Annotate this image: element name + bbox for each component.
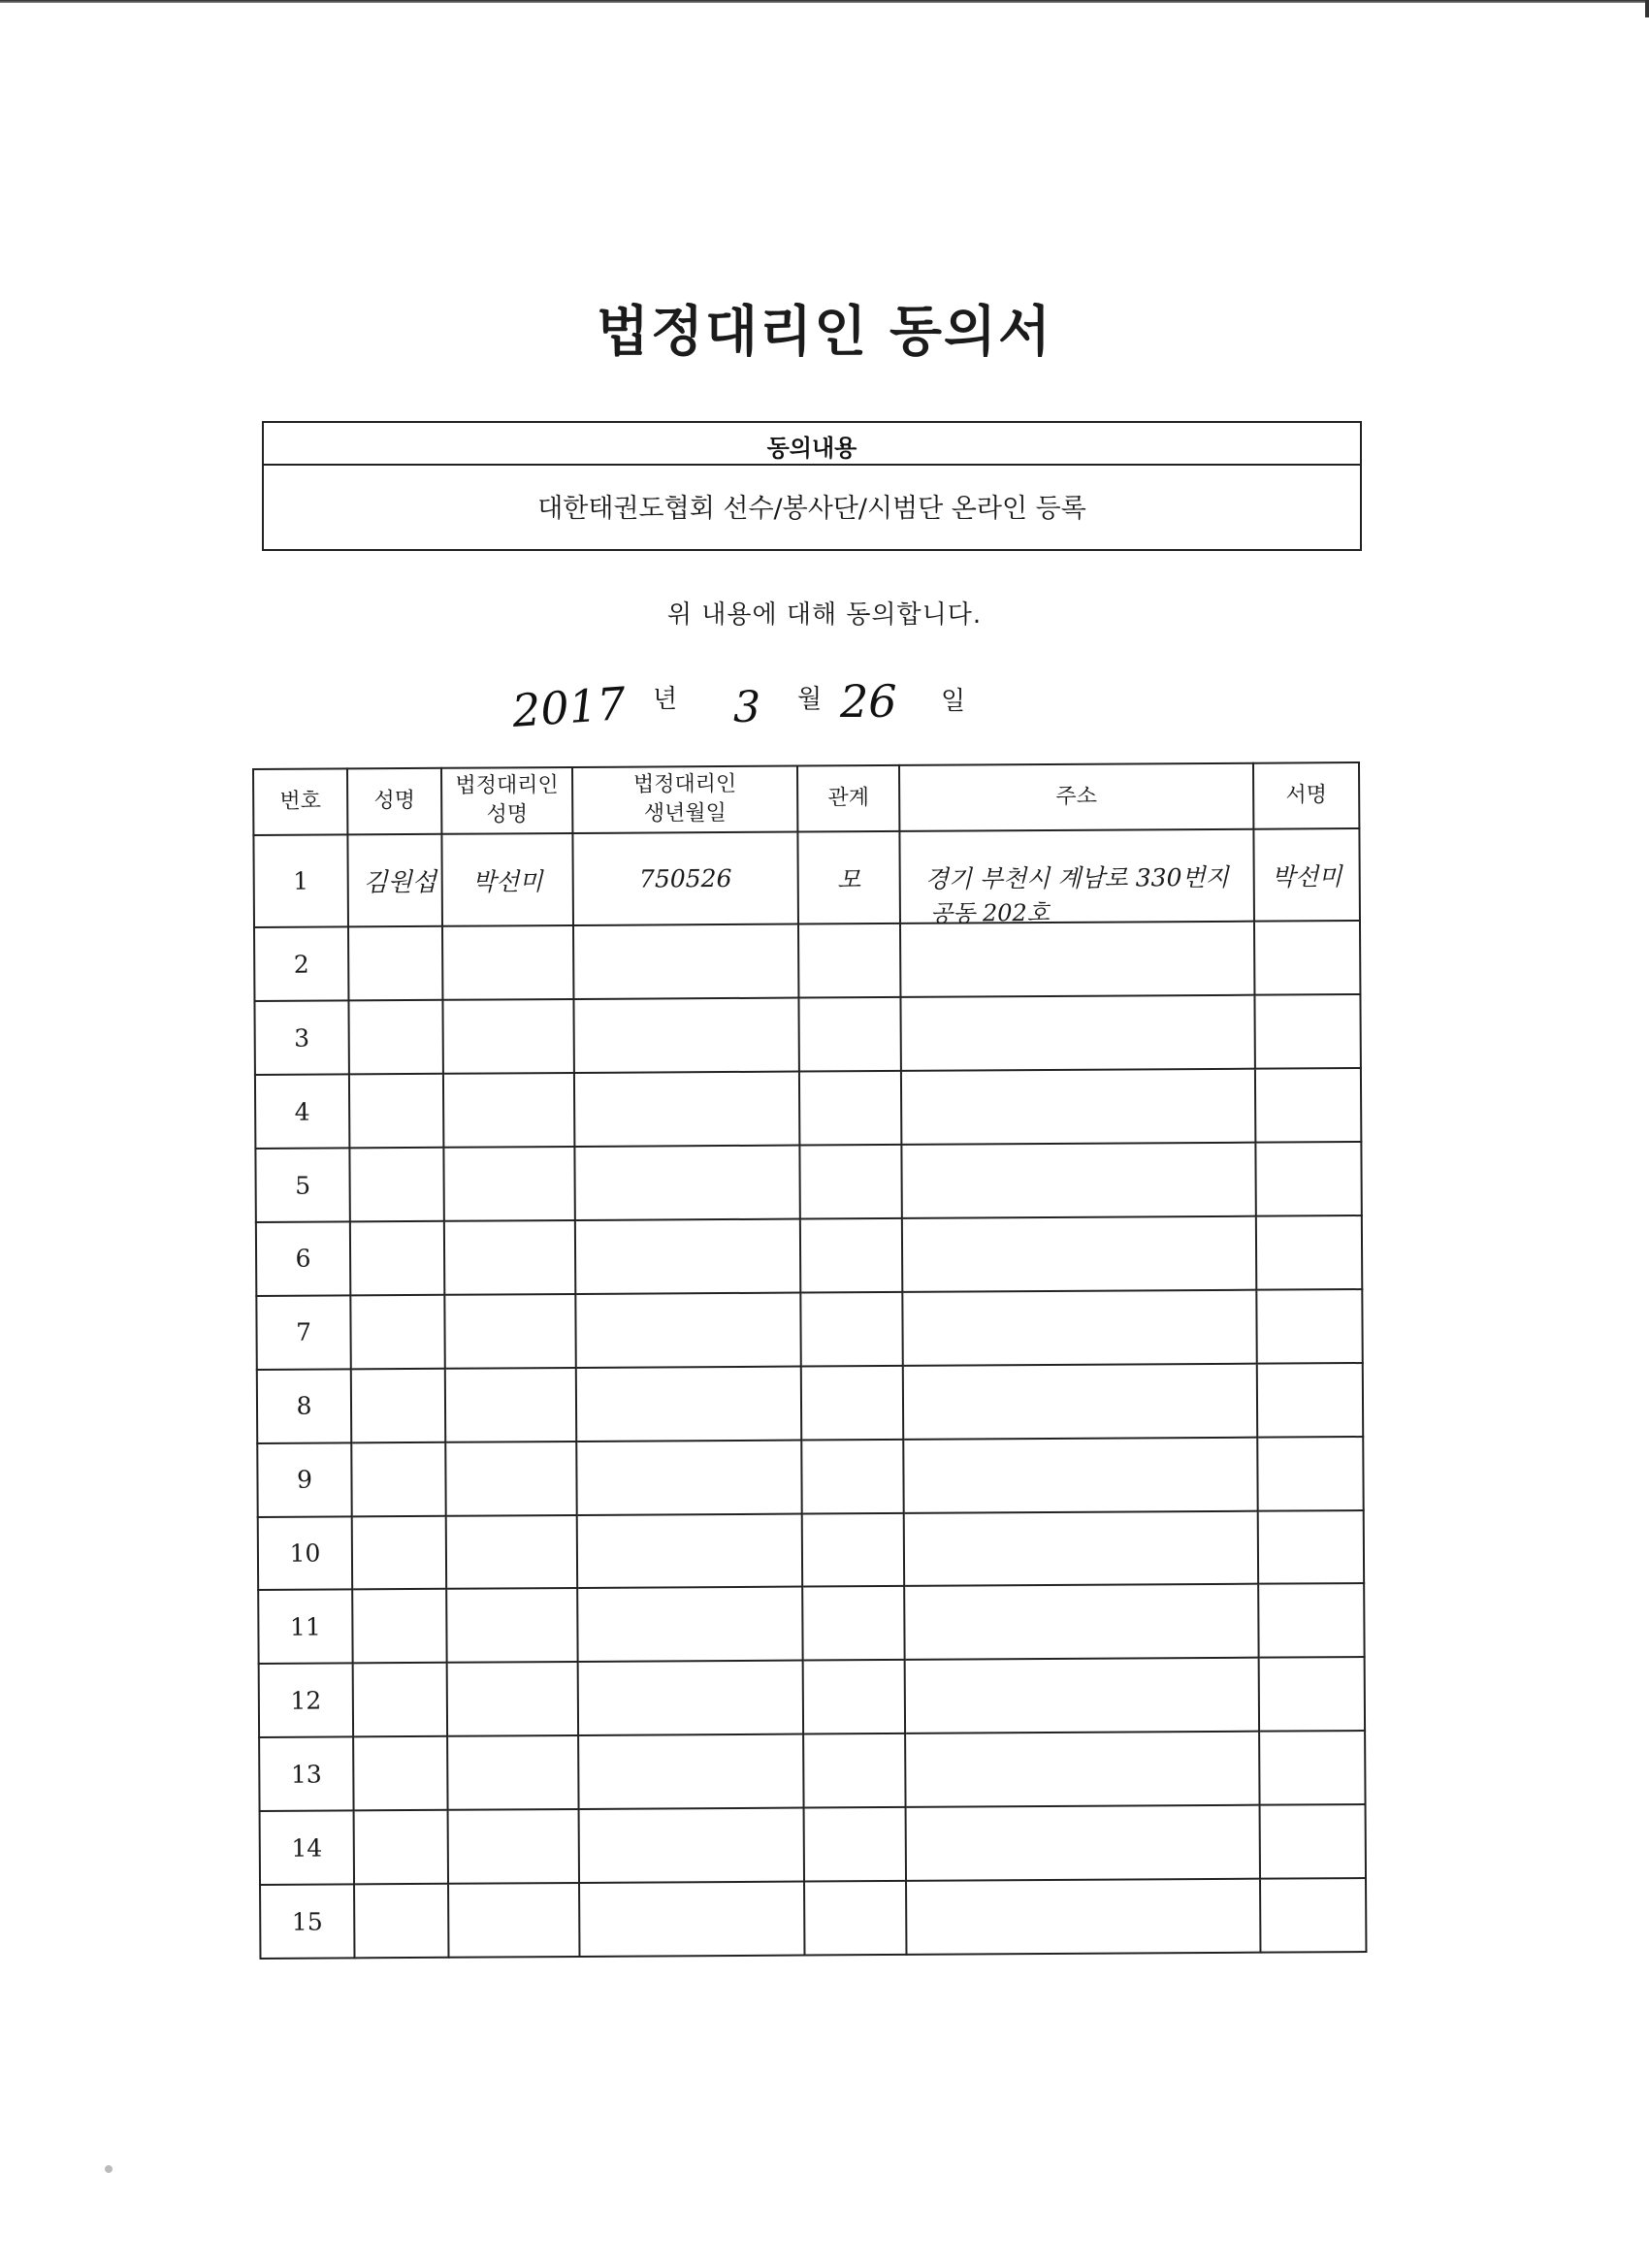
cell-name [351,1369,445,1442]
cell-signature [1260,1878,1366,1953]
table-row [259,1657,1365,1737]
cell-relation [803,1733,905,1808]
date-month-label: 월 [797,685,823,714]
table-row [254,921,1360,1001]
cell-relation [801,1366,903,1441]
cell-signature [1258,1583,1364,1658]
cell-address [900,995,1254,1071]
cell-no: 3 [254,1001,348,1075]
cell-no: 5 [255,1149,349,1222]
cell-guardian-name [444,1294,575,1369]
cell-relation [804,1881,906,1956]
cell-relation [799,1145,901,1219]
table-row [255,1142,1361,1222]
cell-guardian-name [446,1588,577,1663]
header-address: 주소 [899,763,1253,831]
cell-signature [1254,921,1360,995]
header-name: 성명 [347,768,441,835]
cell-signature [1256,1289,1362,1364]
cell-guardian-birth [575,1219,800,1294]
consent-box-header: 동의내용 [264,423,1360,466]
cell-relation [798,997,900,1072]
cell-signature [1256,1215,1362,1290]
table-row [260,1804,1366,1885]
cell-no: 6 [256,1221,350,1295]
cell-guardian-name [447,1662,578,1736]
cell-no: 1 [253,834,348,927]
cell-guardian-birth [578,1734,803,1809]
cell-no: 4 [255,1075,349,1149]
scan-speck [105,2165,113,2173]
cell-guardian-birth [573,998,798,1073]
cell-name [349,1148,443,1221]
cell-relation [802,1513,904,1588]
cell-guardian-name [443,1073,574,1148]
header-signature: 서명 [1253,762,1359,829]
cell-address [900,922,1254,997]
cell-relation [802,1586,904,1661]
cell-guardian-name [447,1735,578,1810]
cell-name [350,1295,444,1369]
cell-guardian-name [448,1883,579,1958]
cell-guardian-birth [575,1292,800,1367]
header-guardian-birth [572,766,797,833]
table-row [254,994,1360,1075]
cell-name [353,1663,447,1736]
cell-signature [1259,1657,1365,1732]
consent-box-content: 대한태권도협회 선수/봉사단/시범단 온라인 등록 [537,494,1086,524]
cell-address [902,1290,1256,1366]
cell-address [905,1658,1259,1733]
table-row [258,1583,1364,1664]
cell-no: 12 [259,1664,353,1737]
cell-signature [1255,1068,1361,1143]
cell-address [901,1143,1255,1218]
cell-guardian-birth [573,924,798,999]
cell-signature [1259,1731,1365,1805]
cell-guardian-birth [576,1366,801,1441]
cell-no: 8 [257,1369,351,1442]
table-row [257,1437,1363,1517]
cell-name [351,1442,445,1515]
cell-no: 14 [260,1811,354,1885]
cell-name [352,1515,446,1589]
table-row [258,1510,1364,1591]
cell-signature [1257,1437,1363,1511]
date-year-handwritten: 2017 [510,676,628,738]
cell-signature [1260,1804,1366,1879]
cell-guardian-birth [574,1072,799,1147]
cell-address [901,1069,1255,1145]
cell-guardian-name [443,1147,574,1221]
cell-guardian-name: 박선미 [441,833,573,926]
cell-address [902,1216,1256,1292]
cell-guardian-birth [579,1808,804,1883]
cell-relation [804,1807,906,1882]
table-row [256,1289,1362,1370]
cell-guardian-name [445,1442,576,1516]
cell-guardian-birth [577,1587,802,1662]
table-row [253,828,1360,927]
cell-no: 7 [256,1295,350,1369]
document-title: 법정대리인 동의서 [596,301,1053,364]
cell-address-line2: 공동 202호 [929,898,1051,927]
scan-edge-mark [1645,0,1649,17]
date-line [0,669,1649,737]
cell-name: 김원섭 [347,834,442,927]
header-relation: 관계 [797,765,899,832]
table-row [260,1878,1366,1959]
cell-signature [1258,1510,1364,1585]
cell-address [899,829,1254,927]
cell-guardian-name [442,925,573,1000]
cell-name [352,1589,446,1663]
cell-name [348,926,442,1000]
cell-no: 15 [260,1884,354,1959]
cell-relation [799,1071,901,1146]
cell-guardian-birth [574,1146,799,1220]
cell-guardian-name [444,1220,575,1295]
cell-address [903,1363,1257,1439]
cell-address [906,1805,1260,1881]
header-guardian-name-line1: 법정대리인 [455,773,559,798]
cell-guardian-birth [578,1661,803,1735]
cell-name [350,1221,444,1295]
cell-relation [801,1440,903,1514]
cell-name [354,1884,448,1959]
header-guardian-birth-line2: 생년월일 [643,801,727,826]
cell-guardian-birth [577,1513,802,1588]
cell-guardian-birth [576,1440,801,1514]
cell-name [354,1810,448,1884]
cell-signature [1254,994,1360,1069]
date-day-label: 일 [941,687,966,716]
date-month-handwritten: 3 [733,683,760,732]
cell-relation [798,923,900,998]
table-header-row [253,762,1359,835]
date-year-label: 년 [653,685,678,714]
cell-no: 2 [254,927,348,1001]
cell-no: 11 [258,1590,352,1664]
cell-guardian-name [445,1368,576,1442]
cell-guardian-name [448,1809,579,1884]
consent-box [262,421,1362,551]
cell-guardian-birth [579,1882,804,1957]
cell-relation [800,1218,902,1293]
cell-address [905,1732,1259,1807]
cell-address [906,1879,1260,1955]
header-guardian-name-line2: 성명 [486,802,529,827]
header-guardian-name [441,767,572,834]
cell-no: 9 [257,1442,351,1516]
table-row [256,1215,1362,1296]
agreement-statement: 위 내용에 대해 동의합니다. [666,600,983,630]
cell-no: 13 [259,1737,353,1811]
cell-name [353,1736,447,1810]
guardian-roster-table [252,761,1367,1960]
scan-edge-top [0,0,1649,3]
cell-address [903,1437,1257,1512]
cell-guardian-name [446,1515,577,1590]
table-row [257,1363,1363,1443]
table-row [255,1068,1361,1149]
cell-guardian-birth: 750526 [572,832,798,926]
header-guardian-birth-line1: 법정대리인 [632,771,737,797]
cell-name [349,1074,443,1148]
table-row [259,1731,1365,1811]
cell-relation [800,1292,902,1367]
cell-signature [1257,1363,1363,1438]
header-no: 번호 [253,768,347,835]
cell-address [904,1584,1258,1660]
cell-name [348,1000,442,1074]
cell-no: 10 [258,1516,352,1590]
cell-signature [1255,1142,1361,1216]
date-day-handwritten: 26 [840,675,897,728]
table-body [253,828,1366,1959]
cell-signature: 박선미 [1253,828,1360,922]
cell-guardian-name [442,999,573,1074]
cell-relation [803,1660,905,1734]
cell-relation: 모 [797,831,900,924]
cell-address [904,1510,1258,1586]
cell-address-line1: 경기 부천시 계남로 330번지 [924,862,1229,893]
